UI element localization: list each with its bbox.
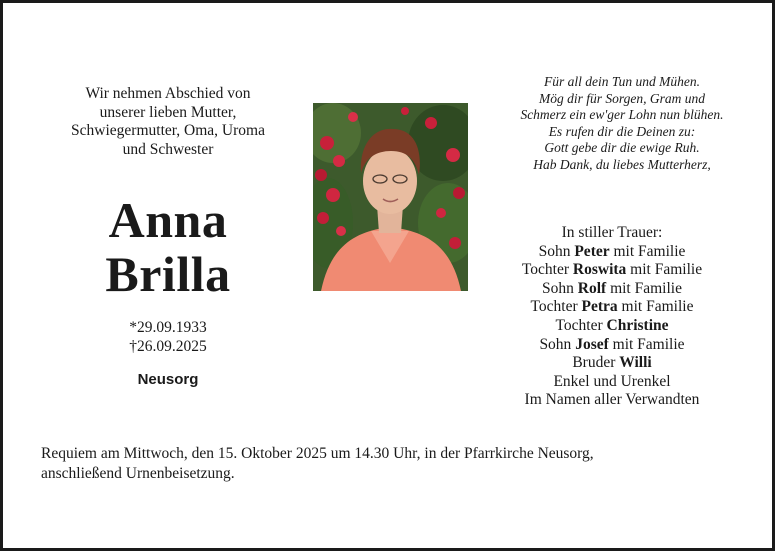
- mourner-suffix: mit Familie: [630, 261, 703, 279]
- poem-line: Gott gebe dir die ewige Ruh.: [544, 140, 700, 156]
- mourner-name: Willi: [619, 354, 652, 372]
- mourner-relation: Sohn: [542, 279, 574, 297]
- poem-line: Es rufen dir die Deinen zu:: [548, 123, 696, 139]
- mourner-entry: [481, 261, 743, 280]
- last-name: Brilla: [105, 246, 231, 302]
- mourner-name: Petra: [581, 298, 618, 316]
- poem-line: Für all dein Tun und Mühen.: [544, 74, 700, 89]
- memorial-poem: [481, 74, 763, 174]
- service-line: anschließend Urnenbeisetzung.: [41, 464, 235, 482]
- mourner-relation: Tochter: [555, 316, 603, 334]
- mourner-entry: [481, 354, 743, 373]
- mourner-name: Rolf: [577, 279, 607, 297]
- poem-line: Schmerz ein ew'ger Lohn nun blühen.: [520, 107, 724, 123]
- deceased-name: [43, 193, 293, 301]
- mourner-name: Peter: [574, 242, 610, 260]
- intro-line: unserer lieben Mutter,: [99, 103, 237, 121]
- mourner-entry: [481, 336, 743, 355]
- mourner-entry: [481, 243, 743, 262]
- mourner-suffix: mit Familie: [613, 242, 686, 260]
- mourner-relation: Bruder: [572, 354, 616, 372]
- mourner-entry: [481, 280, 743, 299]
- intro-line: Schwiegermutter, Oma, Uroma: [71, 122, 265, 139]
- intro-line: und Schwester: [122, 140, 214, 158]
- mourner-relation: Tochter: [521, 261, 570, 279]
- first-name: Anna: [108, 192, 228, 248]
- mourner-relation: Sohn: [538, 242, 571, 260]
- mourner-name: Christine: [606, 316, 669, 334]
- life-dates: [43, 318, 293, 356]
- mourner-entry: [481, 317, 743, 336]
- service-info: [41, 444, 751, 483]
- mourner-suffix: mit Familie: [610, 279, 682, 297]
- birth-date: *29.09.1933: [129, 319, 207, 336]
- poem-line: Mög dir für Sorgen, Gram und: [538, 90, 705, 106]
- service-line: Requiem am Mittwoch, den 15. Oktober 2025 um 14.30 Uhr, in der Pfarrkirche Neusorg,: [41, 445, 594, 462]
- intro-line: Wir nehmen Abschied von: [85, 85, 251, 102]
- mourner-name: Josef: [575, 335, 609, 353]
- mourners-footer-line: Im Namen aller Verwandten: [524, 391, 700, 409]
- place-name: Neusorg: [137, 371, 199, 388]
- mourner-name: Roswita: [572, 261, 627, 279]
- mourner-relation: Tochter: [530, 298, 578, 316]
- mourner-suffix: mit Familie: [621, 298, 694, 316]
- mourner-suffix: mit Familie: [612, 335, 685, 353]
- mourners-list: [481, 224, 743, 410]
- mourners-footer-line: Enkel und Urenkel: [553, 372, 671, 390]
- mourners-heading: In stiller Trauer:: [561, 224, 663, 241]
- mourner-relation: Sohn: [539, 335, 572, 353]
- mourner-entry: [481, 298, 743, 317]
- intro-text: [43, 85, 293, 159]
- portrait-photo: [313, 103, 468, 291]
- poem-line: Hab Dank, du liebes Mutterherz,: [533, 156, 711, 172]
- death-date: †26.09.2025: [129, 338, 207, 355]
